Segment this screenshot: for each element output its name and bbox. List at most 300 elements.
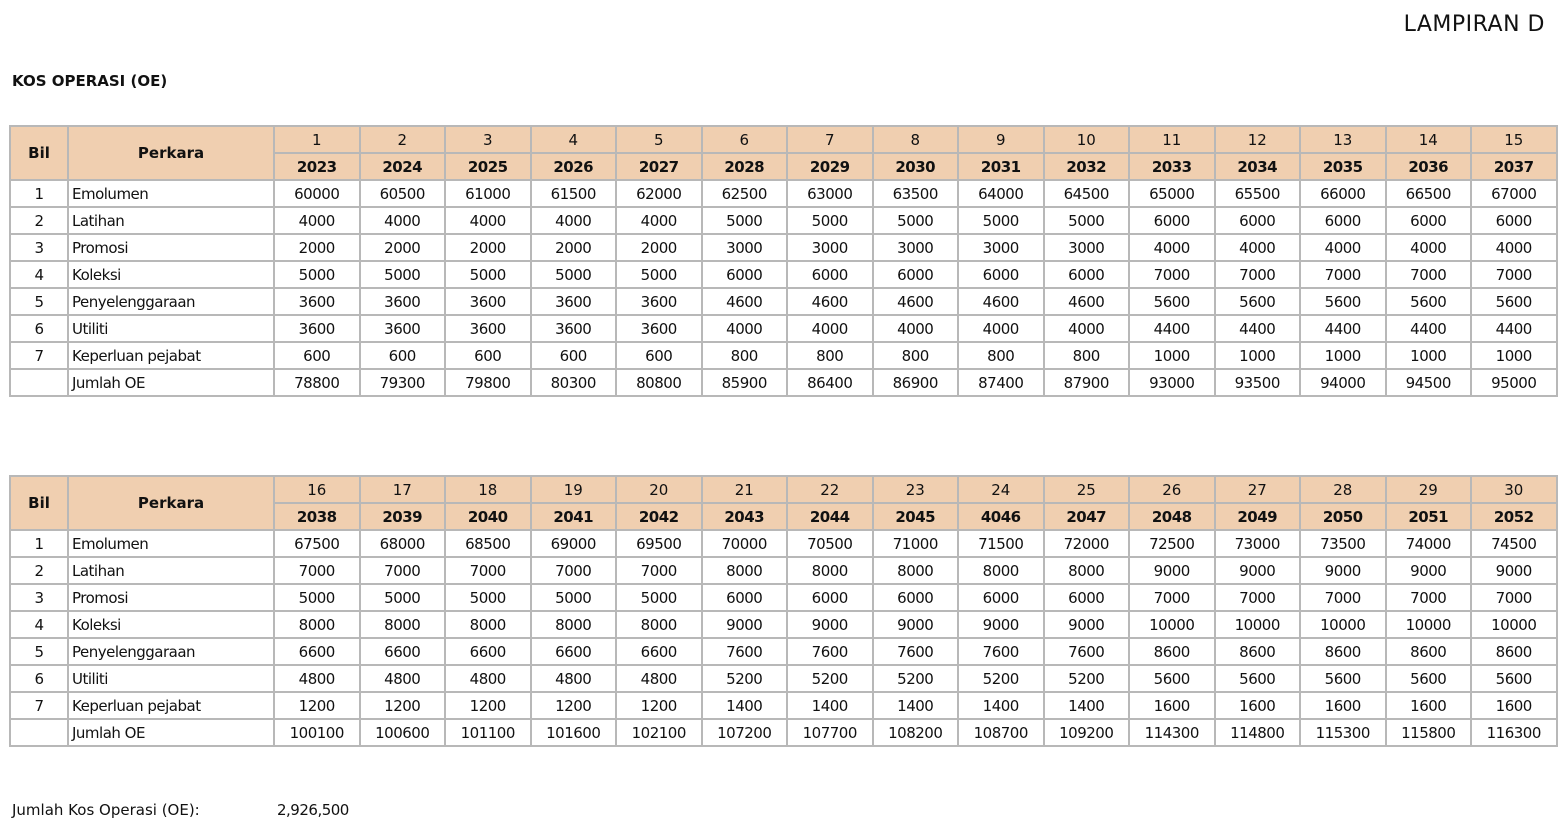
cost-cell: 1600 xyxy=(1215,692,1301,719)
year-header: 2032 xyxy=(1044,153,1130,180)
year-index-header: 4 xyxy=(531,126,617,153)
cost-cell: 5200 xyxy=(787,665,873,692)
cost-cell: 4000 xyxy=(531,207,617,234)
year-index-header: 11 xyxy=(1129,126,1215,153)
cost-cell: 86400 xyxy=(787,369,873,396)
cost-cell: 8000 xyxy=(531,611,617,638)
cost-cell: 4000 xyxy=(274,207,360,234)
year-index-header: 23 xyxy=(873,476,959,503)
cost-cell: 62500 xyxy=(702,180,788,207)
cost-cell: 5000 xyxy=(274,584,360,611)
year-index-header: 14 xyxy=(1386,126,1472,153)
column-header-perkara: Perkara xyxy=(68,476,274,530)
cost-cell: 80300 xyxy=(531,369,617,396)
cost-cell: 5000 xyxy=(873,207,959,234)
cost-cell: 6600 xyxy=(445,638,531,665)
cost-cell: 5000 xyxy=(616,261,702,288)
row-number: 2 xyxy=(10,557,68,584)
year-header: 2050 xyxy=(1300,503,1386,530)
cost-cell: 5600 xyxy=(1129,665,1215,692)
year-index-header: 29 xyxy=(1386,476,1472,503)
cost-cell: 4000 xyxy=(1044,315,1130,342)
cost-cell: 3600 xyxy=(445,288,531,315)
cost-cell: 1400 xyxy=(1044,692,1130,719)
year-header: 4046 xyxy=(958,503,1044,530)
year-header: 2031 xyxy=(958,153,1044,180)
row-number: 5 xyxy=(10,288,68,315)
cost-cell: 1000 xyxy=(1300,342,1386,369)
row-item: Promosi xyxy=(68,584,274,611)
year-header: 2047 xyxy=(1044,503,1130,530)
cost-cell: 6600 xyxy=(616,638,702,665)
cost-cell: 1000 xyxy=(1386,342,1472,369)
cost-cell: 73500 xyxy=(1300,530,1386,557)
year-header: 2051 xyxy=(1386,503,1472,530)
cost-cell: 8000 xyxy=(787,557,873,584)
cost-cell: 63000 xyxy=(787,180,873,207)
year-header: 2049 xyxy=(1215,503,1301,530)
year-header: 2036 xyxy=(1386,153,1472,180)
cost-cell: 4000 xyxy=(787,315,873,342)
cost-cell: 10000 xyxy=(1386,611,1472,638)
cost-cell: 8000 xyxy=(873,557,959,584)
cost-cell: 78800 xyxy=(274,369,360,396)
cost-cell: 4000 xyxy=(1300,234,1386,261)
row-item: Penyelenggaraan xyxy=(68,288,274,315)
cost-cell: 5200 xyxy=(873,665,959,692)
table-row xyxy=(10,638,1557,665)
cost-cell: 71500 xyxy=(958,530,1044,557)
year-index-header: 25 xyxy=(1044,476,1130,503)
table-row xyxy=(10,665,1557,692)
year-header: 2024 xyxy=(360,153,446,180)
year-header: 2052 xyxy=(1471,503,1557,530)
cost-cell: 7000 xyxy=(1215,584,1301,611)
cost-cell: 3000 xyxy=(787,234,873,261)
year-index-header: 20 xyxy=(616,476,702,503)
cost-cell: 3600 xyxy=(360,315,446,342)
cost-cell: 66000 xyxy=(1300,180,1386,207)
cost-cell: 9000 xyxy=(1044,611,1130,638)
year-header: 2030 xyxy=(873,153,959,180)
row-number: 6 xyxy=(10,315,68,342)
cost-cell: 1600 xyxy=(1129,692,1215,719)
cost-cell: 3600 xyxy=(445,315,531,342)
cost-cell: 6000 xyxy=(1300,207,1386,234)
cost-cell: 101100 xyxy=(445,719,531,746)
cost-cell: 66500 xyxy=(1386,180,1472,207)
cost-cell: 7000 xyxy=(274,557,360,584)
cost-cell: 5600 xyxy=(1215,665,1301,692)
cost-cell: 1600 xyxy=(1386,692,1472,719)
year-header: 2042 xyxy=(616,503,702,530)
cost-cell: 114300 xyxy=(1129,719,1215,746)
cost-cell: 5000 xyxy=(616,584,702,611)
cost-cell: 4600 xyxy=(702,288,788,315)
cost-cell: 9000 xyxy=(1300,557,1386,584)
cost-cell: 1400 xyxy=(873,692,959,719)
cost-cell: 100100 xyxy=(274,719,360,746)
cost-cell: 102100 xyxy=(616,719,702,746)
year-header: 2028 xyxy=(702,153,788,180)
row-number: 4 xyxy=(10,611,68,638)
cost-cell: 4800 xyxy=(445,665,531,692)
cost-cell: 2000 xyxy=(531,234,617,261)
row-item: Emolumen xyxy=(68,180,274,207)
table-row xyxy=(10,288,1557,315)
year-header: 2034 xyxy=(1215,153,1301,180)
cost-cell: 6000 xyxy=(958,261,1044,288)
cost-cell: 5600 xyxy=(1129,288,1215,315)
cost-cell: 4600 xyxy=(958,288,1044,315)
cost-cell: 7000 xyxy=(1471,261,1557,288)
year-index-header: 5 xyxy=(616,126,702,153)
cost-cell: 7000 xyxy=(1386,261,1472,288)
year-index-header: 24 xyxy=(958,476,1044,503)
cost-cell: 3000 xyxy=(702,234,788,261)
cost-cell: 1000 xyxy=(1215,342,1301,369)
operating-cost-table-1 xyxy=(9,125,1558,397)
cost-cell: 4000 xyxy=(1215,234,1301,261)
cost-cell: 87900 xyxy=(1044,369,1130,396)
cost-cell: 4800 xyxy=(360,665,446,692)
year-index-header: 21 xyxy=(702,476,788,503)
table-row xyxy=(10,342,1557,369)
year-index-header: 30 xyxy=(1471,476,1557,503)
year-header: 2029 xyxy=(787,153,873,180)
cost-cell: 101600 xyxy=(531,719,617,746)
cost-cell: 1200 xyxy=(360,692,446,719)
year-header: 2037 xyxy=(1471,153,1557,180)
cost-cell: 6000 xyxy=(787,261,873,288)
row-number xyxy=(10,719,68,746)
cost-cell: 3600 xyxy=(531,288,617,315)
cost-cell: 7000 xyxy=(360,557,446,584)
total-label: Jumlah Kos Operasi (OE): xyxy=(12,801,200,819)
year-header: 2039 xyxy=(360,503,446,530)
table-row xyxy=(10,557,1557,584)
cost-cell: 5600 xyxy=(1215,288,1301,315)
row-item: Koleksi xyxy=(68,611,274,638)
row-item: Keperluan pejabat xyxy=(68,692,274,719)
cost-cell: 8000 xyxy=(445,611,531,638)
year-index-header: 10 xyxy=(1044,126,1130,153)
cost-cell: 93000 xyxy=(1129,369,1215,396)
row-item: Utiliti xyxy=(68,665,274,692)
cost-cell: 72000 xyxy=(1044,530,1130,557)
cost-cell: 10000 xyxy=(1300,611,1386,638)
cost-cell: 70500 xyxy=(787,530,873,557)
year-index-header: 2 xyxy=(360,126,446,153)
cost-cell: 4600 xyxy=(1044,288,1130,315)
cost-cell: 7600 xyxy=(787,638,873,665)
cost-cell: 8000 xyxy=(702,557,788,584)
row-item: Jumlah OE xyxy=(68,369,274,396)
cost-cell: 8600 xyxy=(1300,638,1386,665)
cost-cell: 1400 xyxy=(702,692,788,719)
year-index-header: 26 xyxy=(1129,476,1215,503)
row-number xyxy=(10,369,68,396)
cost-cell: 67000 xyxy=(1471,180,1557,207)
row-item: Jumlah OE xyxy=(68,719,274,746)
cost-cell: 10000 xyxy=(1215,611,1301,638)
cost-cell: 9000 xyxy=(958,611,1044,638)
row-number: 7 xyxy=(10,692,68,719)
cost-cell: 9000 xyxy=(1471,557,1557,584)
row-number: 3 xyxy=(10,584,68,611)
header-row-numbers xyxy=(10,476,1557,503)
cost-cell: 5200 xyxy=(958,665,1044,692)
cost-cell: 600 xyxy=(616,342,702,369)
row-number: 6 xyxy=(10,665,68,692)
cost-cell: 5000 xyxy=(445,261,531,288)
cost-cell: 7600 xyxy=(1044,638,1130,665)
cost-cell: 60500 xyxy=(360,180,446,207)
cost-cell: 6000 xyxy=(873,584,959,611)
header-row-numbers xyxy=(10,126,1557,153)
total-row xyxy=(10,719,1557,746)
cost-cell: 64000 xyxy=(958,180,1044,207)
cost-cell: 107200 xyxy=(702,719,788,746)
year-header: 2027 xyxy=(616,153,702,180)
cost-cell: 7000 xyxy=(1129,584,1215,611)
cost-cell: 8600 xyxy=(1129,638,1215,665)
year-index-header: 9 xyxy=(958,126,1044,153)
cost-cell: 107700 xyxy=(787,719,873,746)
cost-cell: 8000 xyxy=(958,557,1044,584)
year-header: 2044 xyxy=(787,503,873,530)
year-index-header: 1 xyxy=(274,126,360,153)
cost-cell: 600 xyxy=(445,342,531,369)
row-item: Keperluan pejabat xyxy=(68,342,274,369)
row-item: Promosi xyxy=(68,234,274,261)
year-index-header: 18 xyxy=(445,476,531,503)
year-header: 2025 xyxy=(445,153,531,180)
cost-cell: 4400 xyxy=(1215,315,1301,342)
table-row xyxy=(10,315,1557,342)
cost-cell: 6000 xyxy=(873,261,959,288)
row-number: 5 xyxy=(10,638,68,665)
year-header: 2026 xyxy=(531,153,617,180)
row-item: Penyelenggaraan xyxy=(68,638,274,665)
cost-cell: 4800 xyxy=(531,665,617,692)
cost-cell: 6000 xyxy=(1471,207,1557,234)
cost-cell: 1400 xyxy=(787,692,873,719)
cost-cell: 4000 xyxy=(445,207,531,234)
cost-cell: 1200 xyxy=(531,692,617,719)
cost-cell: 7000 xyxy=(1471,584,1557,611)
cost-cell: 1400 xyxy=(958,692,1044,719)
cost-cell: 800 xyxy=(702,342,788,369)
row-number: 1 xyxy=(10,180,68,207)
row-number: 1 xyxy=(10,530,68,557)
cost-cell: 6000 xyxy=(702,584,788,611)
cost-cell: 8000 xyxy=(616,611,702,638)
cost-cell: 7000 xyxy=(1215,261,1301,288)
cost-cell: 5600 xyxy=(1471,665,1557,692)
cost-cell: 7600 xyxy=(702,638,788,665)
cost-cell: 800 xyxy=(787,342,873,369)
column-header-perkara: Perkara xyxy=(68,126,274,180)
cost-cell: 4000 xyxy=(1386,234,1472,261)
cost-cell: 60000 xyxy=(274,180,360,207)
cost-cell: 5200 xyxy=(702,665,788,692)
cost-cell: 5000 xyxy=(1044,207,1130,234)
cost-cell: 8600 xyxy=(1386,638,1472,665)
cost-cell: 9000 xyxy=(787,611,873,638)
cost-cell: 4400 xyxy=(1471,315,1557,342)
cost-cell: 79300 xyxy=(360,369,446,396)
cost-cell: 8000 xyxy=(1044,557,1130,584)
cost-cell: 7600 xyxy=(873,638,959,665)
column-header-bil: Bil xyxy=(10,126,68,180)
cost-cell: 3600 xyxy=(360,288,446,315)
table-row xyxy=(10,207,1557,234)
year-header: 2043 xyxy=(702,503,788,530)
year-header: 2045 xyxy=(873,503,959,530)
total-row xyxy=(10,369,1557,396)
cost-cell: 800 xyxy=(873,342,959,369)
cost-cell: 1200 xyxy=(274,692,360,719)
cost-cell: 1000 xyxy=(1471,342,1557,369)
year-index-header: 7 xyxy=(787,126,873,153)
cost-cell: 3600 xyxy=(531,315,617,342)
cost-cell: 1200 xyxy=(616,692,702,719)
cost-cell: 2000 xyxy=(274,234,360,261)
cost-cell: 73000 xyxy=(1215,530,1301,557)
cost-cell: 10000 xyxy=(1129,611,1215,638)
cost-cell: 1600 xyxy=(1300,692,1386,719)
cost-cell: 5200 xyxy=(1044,665,1130,692)
cost-cell: 114800 xyxy=(1215,719,1301,746)
table-row xyxy=(10,530,1557,557)
cost-cell: 74000 xyxy=(1386,530,1472,557)
cost-cell: 69000 xyxy=(531,530,617,557)
cost-cell: 4400 xyxy=(1300,315,1386,342)
cost-cell: 94500 xyxy=(1386,369,1472,396)
year-header: 2033 xyxy=(1129,153,1215,180)
column-header-bil: Bil xyxy=(10,476,68,530)
cost-cell: 4800 xyxy=(616,665,702,692)
cost-cell: 61500 xyxy=(531,180,617,207)
cost-cell: 10000 xyxy=(1471,611,1557,638)
cost-cell: 65500 xyxy=(1215,180,1301,207)
cost-cell: 72500 xyxy=(1129,530,1215,557)
cost-cell: 1200 xyxy=(445,692,531,719)
row-number: 2 xyxy=(10,207,68,234)
cost-cell: 4800 xyxy=(274,665,360,692)
year-header: 2040 xyxy=(445,503,531,530)
cost-cell: 3000 xyxy=(873,234,959,261)
cost-cell: 7000 xyxy=(616,557,702,584)
cost-cell: 5000 xyxy=(531,584,617,611)
cost-cell: 5000 xyxy=(958,207,1044,234)
cost-cell: 4600 xyxy=(873,288,959,315)
cost-cell: 100600 xyxy=(360,719,446,746)
row-item: Emolumen xyxy=(68,530,274,557)
cost-cell: 6000 xyxy=(702,261,788,288)
cost-cell: 8000 xyxy=(360,611,446,638)
year-header: 2023 xyxy=(274,153,360,180)
row-number: 4 xyxy=(10,261,68,288)
cost-cell: 4000 xyxy=(958,315,1044,342)
cost-cell: 6000 xyxy=(1044,584,1130,611)
table-row xyxy=(10,692,1557,719)
year-index-header: 6 xyxy=(702,126,788,153)
cost-cell: 6000 xyxy=(1386,207,1472,234)
cost-cell: 68000 xyxy=(360,530,446,557)
cost-cell: 5000 xyxy=(274,261,360,288)
cost-cell: 5000 xyxy=(360,584,446,611)
year-header: 2038 xyxy=(274,503,360,530)
cost-cell: 69500 xyxy=(616,530,702,557)
cost-cell: 9000 xyxy=(1386,557,1472,584)
year-index-header: 15 xyxy=(1471,126,1557,153)
cost-cell: 5600 xyxy=(1471,288,1557,315)
cost-cell: 1600 xyxy=(1471,692,1557,719)
total-value: 2,926,500 xyxy=(277,801,349,819)
cost-cell: 7000 xyxy=(531,557,617,584)
cost-cell: 800 xyxy=(958,342,1044,369)
cost-cell: 4400 xyxy=(1129,315,1215,342)
cost-cell: 2000 xyxy=(445,234,531,261)
cost-cell: 5000 xyxy=(702,207,788,234)
cost-cell: 68500 xyxy=(445,530,531,557)
section-title: KOS OPERASI (OE) xyxy=(12,72,168,90)
year-index-header: 27 xyxy=(1215,476,1301,503)
cost-cell: 8000 xyxy=(274,611,360,638)
cost-cell: 65000 xyxy=(1129,180,1215,207)
year-index-header: 12 xyxy=(1215,126,1301,153)
cost-cell: 3000 xyxy=(958,234,1044,261)
cost-cell: 5000 xyxy=(531,261,617,288)
cost-cell: 600 xyxy=(531,342,617,369)
cost-cell: 9000 xyxy=(1129,557,1215,584)
appendix-label: LAMPIRAN D xyxy=(1403,12,1545,37)
cost-cell: 5000 xyxy=(787,207,873,234)
cost-cell: 5000 xyxy=(445,584,531,611)
cost-cell: 5600 xyxy=(1386,288,1472,315)
row-number: 7 xyxy=(10,342,68,369)
cost-cell: 79800 xyxy=(445,369,531,396)
cost-cell: 67500 xyxy=(274,530,360,557)
cost-cell: 9000 xyxy=(702,611,788,638)
cost-cell: 3600 xyxy=(616,288,702,315)
cost-cell: 63500 xyxy=(873,180,959,207)
cost-cell: 74500 xyxy=(1471,530,1557,557)
row-item: Latihan xyxy=(68,557,274,584)
operating-cost-table-2 xyxy=(9,475,1558,747)
year-index-header: 3 xyxy=(445,126,531,153)
year-index-header: 28 xyxy=(1300,476,1386,503)
cost-cell: 87400 xyxy=(958,369,1044,396)
cost-cell: 4000 xyxy=(1471,234,1557,261)
cost-cell: 1000 xyxy=(1129,342,1215,369)
year-index-header: 8 xyxy=(873,126,959,153)
cost-cell: 86900 xyxy=(873,369,959,396)
cost-cell: 8600 xyxy=(1471,638,1557,665)
cost-cell: 7000 xyxy=(1300,584,1386,611)
cost-cell: 64500 xyxy=(1044,180,1130,207)
year-index-header: 19 xyxy=(531,476,617,503)
year-header: 2048 xyxy=(1129,503,1215,530)
year-index-header: 16 xyxy=(274,476,360,503)
cost-cell: 4600 xyxy=(787,288,873,315)
cost-cell: 116300 xyxy=(1471,719,1557,746)
cost-cell: 7000 xyxy=(1129,261,1215,288)
row-item: Koleksi xyxy=(68,261,274,288)
cost-cell: 85900 xyxy=(702,369,788,396)
